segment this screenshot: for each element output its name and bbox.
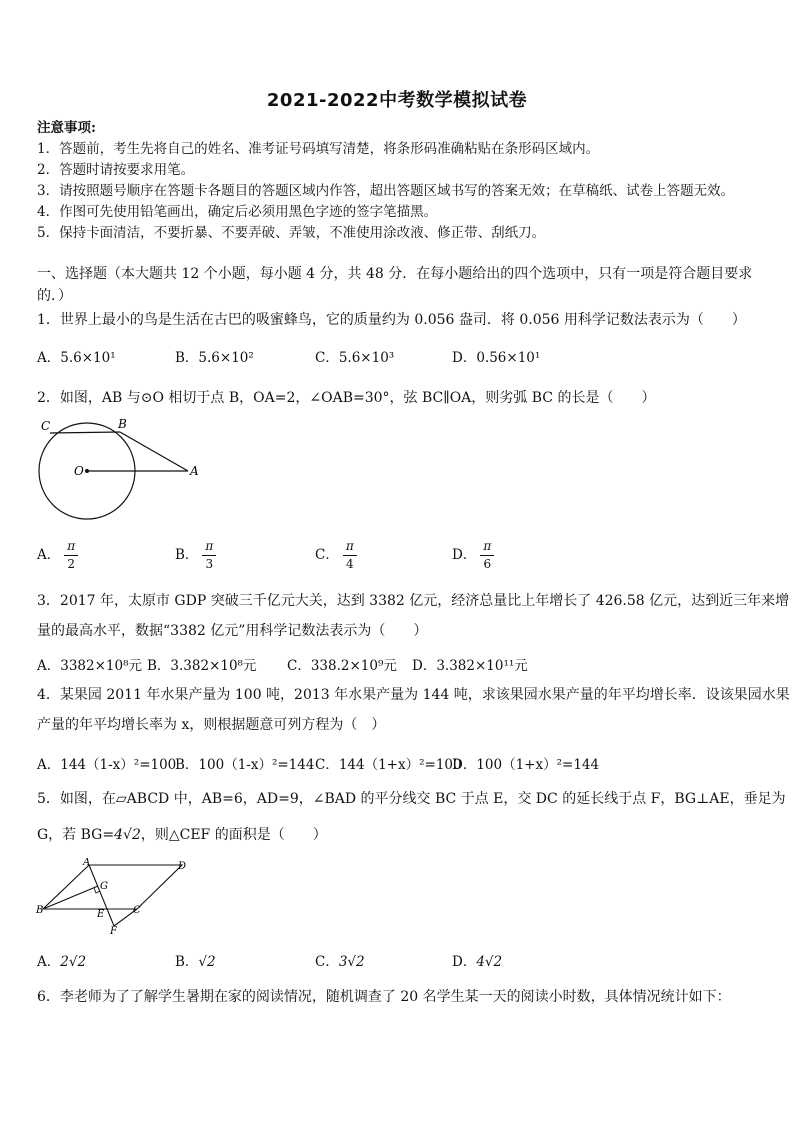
option-letter: C． (315, 954, 339, 970)
label-d: D (178, 861, 187, 872)
question-1-stem: 1．世界上最小的鸟是生活在古巴的吸蜜蜂鸟，它的质量约为 0.056 盎司．将 0.056 用科学记数法表示为（ ） (37, 312, 746, 328)
question-6-stem: 6．李老师为了了解学生暑期在家的阅读情况，随机调查了 20 名学生某一天的阅读小时数，具体情况统计如下： (37, 989, 731, 1005)
option-d[interactable]: D．0.56×10¹ (452, 350, 541, 366)
question-5-stem (37, 788, 786, 846)
note-item: 3．请按照题号顺序在答题卡各题目的答题区域内作答，超出答题区域书写的答案无效；在草稿纸、试卷上答题无效。 (37, 183, 735, 199)
note-item: 4．作图可先使用铅笔画出，确定后必须用黑色字迹的签字笔描黑。 (37, 204, 438, 220)
note-item: 2．答题时请按要求用笔。 (37, 162, 195, 178)
question-5-line-1: 5．如图，在▱ABCD 中，AB=6，AD=9，∠BAD 的平分线交 BC 于点 E，交 DC 的延长线于点 F，BG⊥AE，垂足为 (37, 791, 786, 807)
section-line-2: 的．） (37, 288, 72, 304)
tangent-ba (120, 432, 188, 471)
fraction-numerator: π (205, 539, 214, 553)
page-title: 2021-2022中考数学模拟试卷 (266, 90, 528, 111)
option-letter: A． (37, 547, 61, 563)
option-c[interactable]: C．5.6×10³ (315, 350, 395, 366)
label-g: G (100, 881, 108, 892)
fraction (343, 540, 357, 571)
option-value: 4√2 (476, 954, 503, 970)
option-value: 2√2 (60, 954, 87, 970)
option-a[interactable] (37, 540, 78, 571)
label-c: C (41, 419, 51, 433)
option-b[interactable]: B．100（1-x）²=144 (175, 757, 315, 773)
question-4-stem (37, 684, 790, 736)
notes-heading: 注意事项: (37, 120, 96, 136)
label-c: C (133, 905, 141, 916)
option-value: √2 (198, 954, 216, 970)
parallelogram-abcd (43, 865, 182, 909)
option-letter: B． (175, 954, 199, 970)
fraction-denominator: 4 (343, 555, 357, 571)
fraction-numerator: π (67, 539, 76, 553)
option-d[interactable] (452, 950, 502, 970)
fraction (480, 540, 494, 571)
fraction-numerator: π (345, 539, 354, 553)
option-a[interactable] (37, 950, 86, 970)
question-5-figure (35, 858, 195, 938)
section-heading (37, 263, 767, 307)
question-4-line-2: 产量的年平均增长率为 x，则根据题意可列方程为（ ） (37, 717, 386, 733)
stem-text: ，则△CEF 的面积是（ ） (140, 827, 327, 843)
fraction (202, 540, 216, 571)
question-2-stem: 2．如图，AB 与⊙O 相切于点 B，OA=2，∠OAB=30°，弦 BC∥OA，则劣弧 BC 的长是（ ） (37, 390, 656, 406)
option-letter: D． (452, 954, 477, 970)
option-b[interactable]: B．5.6×10² (175, 350, 254, 366)
label-f: F (110, 926, 117, 937)
option-letter: A． (37, 954, 61, 970)
note-item: 5．保持卡面清洁，不要折暴、不要弄破、弄皱，不准使用涂改液、修正带、刮纸刀。 (37, 225, 546, 241)
question-4-line-1: 4．某果园 2011 年水果产量为 100 吨，2013 年水果产量为 144 吨，求该果园水果产量的年平均增长率．设该果园水果 (37, 687, 790, 703)
fraction-denominator: 2 (64, 555, 78, 571)
option-a[interactable]: A．3382×10⁸元 (37, 658, 143, 674)
option-d[interactable]: D．100（1+x）²=144 (452, 757, 600, 773)
question-5-line-2 (37, 824, 762, 846)
question-4-options (37, 753, 762, 777)
label-b: B (118, 417, 127, 431)
fraction-denominator: 6 (480, 555, 494, 571)
option-value: 3√2 (338, 954, 365, 970)
option-letter: C． (315, 547, 339, 563)
label-b: B (36, 905, 44, 916)
question-2-options (37, 540, 762, 576)
question-3-line-1: 3．2017 年，太原市 GDP 突破三千亿元大关，达到 3382 亿元，经济总量比上年增长了 426.58 亿元，达到近三年来增 (37, 593, 790, 609)
notes-block (37, 118, 777, 244)
option-b[interactable] (175, 950, 216, 970)
segment-bg (43, 886, 98, 909)
radical-value: 4√2 (114, 827, 141, 843)
section-line-1: 一、选择题（本大题共 12 个小题，每小题 4 分，共 48 分．在每小题给出的四个选项中，只有一项是符合题目要求 (37, 266, 753, 282)
chord-bc (50, 432, 120, 433)
label-e: E (97, 909, 105, 920)
stem-text: G，若 BG= (37, 827, 115, 843)
fraction-denominator: 3 (202, 555, 216, 571)
question-1-options (37, 346, 762, 370)
label-o: O (74, 464, 84, 478)
option-b[interactable] (175, 540, 216, 571)
option-c[interactable]: C．144（1+x）²=100 (315, 757, 462, 773)
option-c[interactable] (315, 540, 357, 571)
option-a[interactable]: A．144（1-x）²=100 (37, 757, 177, 773)
question-2-figure (37, 415, 202, 525)
fraction-numerator: π (483, 539, 492, 553)
center-point (85, 469, 89, 473)
option-d[interactable]: D．3.382×10¹¹元 (412, 658, 528, 674)
question-3-options (37, 654, 762, 678)
note-item: 1．答题前，考生先将自己的姓名、准考证号码填写清楚，将条形码准确粘贴在条形码区域内。 (37, 141, 600, 157)
option-c[interactable] (315, 950, 365, 970)
option-b[interactable]: B．3.382×10⁸元 (147, 658, 257, 674)
question-5-options (37, 950, 762, 974)
option-d[interactable] (452, 540, 494, 571)
fraction (64, 540, 78, 571)
option-c[interactable]: C．338.2×10⁹元 (287, 658, 397, 674)
question-3-stem (37, 590, 790, 642)
label-a: A (190, 464, 199, 478)
option-a[interactable]: A．5.6×10¹ (37, 350, 116, 366)
question-3-line-2: 量的最高水平，数据“3382 亿元”用科学记数法表示为（ ） (37, 623, 428, 639)
label-a: A (83, 858, 91, 868)
option-letter: B． (175, 547, 199, 563)
option-letter: D． (452, 547, 477, 563)
